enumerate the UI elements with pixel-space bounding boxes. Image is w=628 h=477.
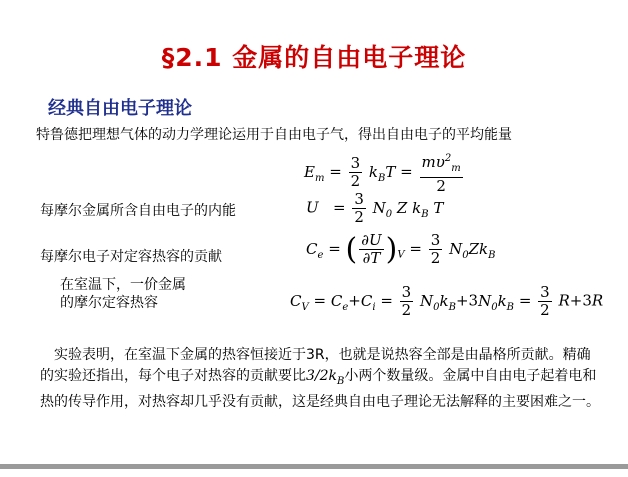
- formula-internal-energy: U = $\frac{3}{2}$ $N_0$ Z $k_B$ T: [306, 190, 444, 226]
- section-subtitle: 经典自由电子理论: [48, 98, 192, 119]
- intro-text: 特鲁德把理想气体的动力学理论运用于自由电子气，得出自由电子的平均能量: [36, 127, 512, 143]
- formula-molar-heat-capacity: $C_V = C_e+C_i$ = $\frac{3}{2}$ $N_0k_B+3N_0k_B$ = $\frac{3}{2}$ R+3R: [290, 283, 604, 319]
- label-internal-energy: 每摩尔金属所含自由电子的内能: [40, 203, 236, 219]
- formula-electron-heat-capacity: $C_e$ = ( $\frac{\partial U}{\partial T}$ )$_V$ = $\frac{3}{2}$ $N_0Zk_B$: [306, 231, 496, 267]
- formula-mean-energy: $E_m$ = $\frac{3}{2}$ $k_BT$ = $\frac{m\upsilon^2_m}{2}$: [304, 150, 465, 195]
- paragraph-part1: 实验表明，在室温下金属的热容恒接近于3R，也就是说热容全部是由晶格所贡献。精确的实验还指出，每个电子对热容的贡献要比: [40, 347, 591, 384]
- label-heat-capacity: 每摩尔电子对定容热容的贡献: [40, 249, 222, 265]
- label-room-temperature: [60, 276, 186, 312]
- label-room-temp-line1: 在室温下，一价金属: [60, 277, 186, 293]
- paragraph-part2: 小两个数量级。金属中自由电子起着电和热的传导作用，对热容却几乎没有贡献，这是经典自由电子理论无法解释的主要困难之一。: [40, 368, 600, 410]
- conclusion-paragraph: [40, 345, 600, 413]
- slide-title: §2.1 金属的自由电子理论: [161, 43, 467, 72]
- paragraph-highlight: $3/2k_B$: [306, 368, 345, 387]
- footer-divider: [0, 464, 628, 469]
- label-room-temp-line2: 的摩尔定容热容: [60, 295, 158, 311]
